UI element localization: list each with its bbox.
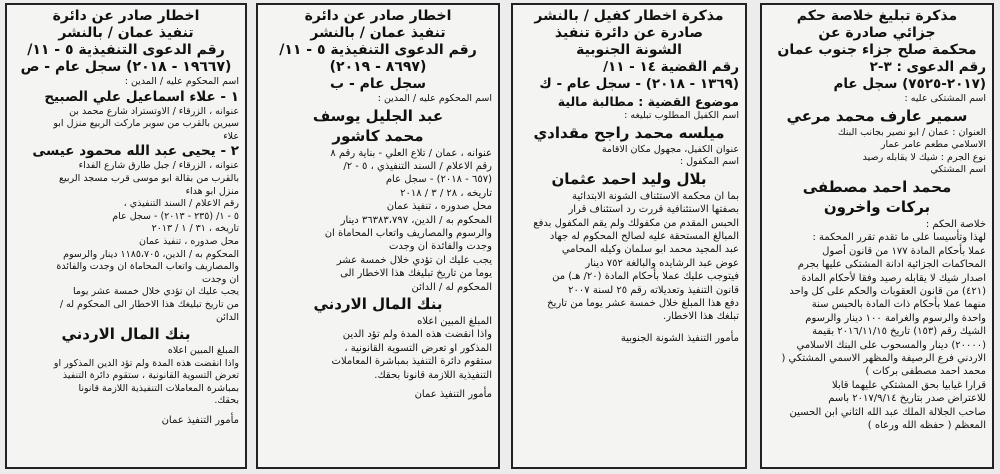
notice-line: عنوانه ، الزرقاء / الاوتستراد شارع محمد بن xyxy=(69,105,239,117)
notice-line: علاء xyxy=(223,130,239,142)
body-line: بما ان محكمة الاستئناف الشونة الابتدائية xyxy=(572,190,739,202)
case-registry: (١٩٦٦٧ - ٢٠١٨) سجل عام - ص xyxy=(20,59,232,75)
notice-title-line: اخطار صادر عن دائرة xyxy=(304,8,452,24)
debtor-label: اسم المحكوم عليه / المدين : xyxy=(377,93,492,104)
debtor-name-2: محمد كاشور xyxy=(332,126,424,145)
body-line: عوض عبد الرشايده والبالغة ٧٥٢ دينار xyxy=(585,257,739,269)
body-line: المحاكمات الجزائية ادانة المشتكى عليها بجرم xyxy=(797,259,986,271)
body-line: ستقوم دائرة التنفيذ بمباشرة المعاملات xyxy=(331,356,492,368)
notice-execution-2 xyxy=(5,3,247,469)
body-line: المبالغ المستحقة عليه لصالح المحكوم له جهاد xyxy=(549,231,739,242)
body-line: (٢٠٠٠٠) دينار والمسحوب على البنك الاسلامي xyxy=(796,339,986,351)
body-line: بصفتها الاستئنافية قررت رد استئناف قرار xyxy=(568,204,739,216)
body-line: لهذا وتأسيسا على ما تقدم تقرر المحكمة : xyxy=(812,232,986,244)
notice-title-line: تنفيذ عمان / بالنشر xyxy=(58,25,194,41)
body-line: خلاصة الحكم : xyxy=(925,218,986,230)
signature: مأمور التنفيذ عمان xyxy=(161,415,239,427)
body-line: محل صدوره ، تنفيذ عمان xyxy=(139,235,239,247)
complainant-name-2: بركات واخرون xyxy=(823,197,931,216)
body-line: وجدت والفائدة ان وجدت xyxy=(388,241,492,253)
notice-line: الاسلامي مطعم عامر عمار xyxy=(880,139,986,151)
notice-title-line: محكمة صلح جزاء جنوب عمان xyxy=(777,42,977,58)
body-line: الاردني فرع الرصيفة والمظهر الاسمي المشتكي ( xyxy=(781,353,986,365)
body-line: ان وجدت xyxy=(201,273,239,285)
case-number: رقم الدعوى : ٣-٢ xyxy=(869,59,986,75)
body-line: محمد احمد مصطفى بركات ) xyxy=(865,366,986,378)
body-line: اصدار شيك لا يقابله رصيد وفقا لأحكام المادة xyxy=(801,272,986,284)
notice-title-line: مذكرة تبليغ خلاصة حكم xyxy=(796,8,958,24)
notice-title-line: رقم الدعوى التنفيذية ٥ - ١١/ xyxy=(27,42,225,58)
body-line: (٤٢١) من قانون العقوبات والحكم على كل واحد xyxy=(789,286,986,297)
signature: مأمور التنفيذ عمان xyxy=(414,389,492,401)
body-line: تبلغك هذا الاخطار. xyxy=(663,311,739,323)
debtor-name-2: ٢ - يحيى عبد الله محمود عيسى xyxy=(32,143,239,160)
body-line: ٥ - ١/ (٢٣٥ - ٢٠١٣) - سجل عام xyxy=(112,210,239,222)
notice-line: عنوان الكفيل، مجهول مكان الاقامة xyxy=(601,143,739,155)
body-line: المذكور او تعرض التسوية القانونية ، xyxy=(344,342,492,354)
notice-line: عنوانه ، الزرقاء / جبل طارق شارع الفداء xyxy=(78,160,239,172)
notice-guarantor xyxy=(511,3,747,469)
body-line: يوما من تاريخ تبليغك هذا الاخطار الى xyxy=(340,268,492,280)
debtor-name: عبد الجليل يوسف xyxy=(312,106,444,125)
creditor-name: بنك المال الاردني xyxy=(61,325,191,344)
notice-title-line: صادرة عن دائرة تنفيذ xyxy=(554,25,704,41)
case-registry: (١٣٦٩ - ٢٠١٨) - سجل عام - ك xyxy=(539,76,739,92)
body-line: يجب عليك ان تؤدي خلال خمسة عشر يوما xyxy=(72,286,239,298)
complainant-name: محمد احمد مصطفى xyxy=(802,177,952,196)
notice-line: اسم المكفول : xyxy=(679,156,739,168)
body-line: دفع هذا المبلغ خلال خمسة عشر يوما من تاريخ xyxy=(547,298,739,310)
body-line: من تاريخ تبليغك هذا الاخطار الى المحكوم له / xyxy=(59,298,239,310)
body-line: المبلغ المبين اعلاه xyxy=(167,345,239,357)
notice-line: بالقرب من بقالة ابو موسى قرب مسجد الربيع xyxy=(58,172,239,184)
creditor-name: بنك المال الاردني xyxy=(313,295,443,314)
body-line: محل صدوره ، تنفيذ عمان xyxy=(386,201,492,213)
body-line: والمصاريف واتعاب المحاماة ان وجدت والفائدة xyxy=(56,261,239,273)
case-number: رقم القضية ١٤ - ١١/ xyxy=(603,59,739,75)
case-registry: (٢٠١٧-٧٥٢٥) سجل عام xyxy=(833,76,986,92)
body-line: المعظم ( حفظه الله ورعاه ) xyxy=(867,420,986,432)
body-line: قرارا غيابيا بحق المشتكي عليهما قابلا xyxy=(831,379,986,391)
body-line: فيتوجب عليك عملا بأحكام المادة (٢٠/ هـ) من xyxy=(552,271,739,283)
notice-line: العنوان : عمان / ابو نصير بجانب البنك xyxy=(837,126,986,138)
notice-judgment-summary xyxy=(760,3,994,469)
notice-line: اسم المشتكي xyxy=(930,164,986,176)
body-line: تاريخه ، ٣١ / ١ / ٢٠١٣ xyxy=(151,223,239,235)
body-line: قانون التنفيذ وتعديلاته رقم ٢٥ لسنة ٢٠٠٧ xyxy=(568,284,739,296)
body-line: يجب عليك ان تؤدي خلال خمسة عشر xyxy=(336,254,492,266)
body-line: تاريخه ، ٢٨ / ٣ / ٢٠١٨ xyxy=(400,187,492,199)
defendant-label: اسم المشتكى عليه : xyxy=(904,93,986,104)
body-line: الدائن xyxy=(215,311,239,323)
notice-execution-1 xyxy=(256,3,500,469)
notice-title-line: الشونة الجنوبية xyxy=(576,42,682,58)
body-line: بمباشرة المعاملات التنفيذية اللازمة قانونا xyxy=(78,382,239,394)
body-line: للاعتراض صدر بتاريخ ٢٠١٧/٩/١٤ باسم xyxy=(828,393,986,405)
signature: مأمور التنفيذ الشونة الجنوبية xyxy=(620,332,739,344)
body-line: عنوانه ، عمان / تلاع العلي - بناية رقم ٨ xyxy=(330,147,492,159)
debtor-label: اسم المحكوم عليه / المدين : xyxy=(124,76,239,87)
notice-line: سيرين بالقرب من سوبر ماركت الربيع منزل ابو xyxy=(53,118,239,130)
notice-title-line: اخطار صادر عن دائرة xyxy=(52,8,200,24)
body-line: المحكوم له / الدائن xyxy=(411,281,492,293)
notice-line: نوع الجرم : شيك لا يقابله رصيد xyxy=(862,151,986,163)
guarantor-name: ميلسه محمد راجح مقدادي xyxy=(533,123,725,142)
body-line: المحكوم به / الدين، ١١٨٥،٧٠٥ دينار والرسوم xyxy=(63,248,239,260)
body-line: المبلغ المبين اعلاه xyxy=(417,316,492,328)
body-line: عملا بأحكام المادة ١٧٧ من قانون أصول xyxy=(822,245,986,257)
case-number: (٨٦٩٧ - ٢٠١٩) xyxy=(329,59,427,75)
notice-title-line: مذكرة اخطار كفيل / بالنشر xyxy=(534,8,724,24)
body-line: واذا انقضت هذه المدة ولم تؤد الدين xyxy=(342,329,492,341)
body-line: منهما عملا بأحكام ذات المادة بالحبس سنة xyxy=(811,299,986,311)
body-line: بحقك. xyxy=(214,395,239,407)
body-line: تعرض التسوية القانونية ، ستقوم دائرة التنفيذ xyxy=(62,370,239,382)
debtor-name-1: ١ - علاء اسماعيل علي الصبيح xyxy=(44,88,239,105)
body-line: صاحب الجلالة الملك عبد الله الثاني ابن الحسين xyxy=(789,406,986,418)
body-line: عبد المجيد محمد ابو سلمان وكيله المحامي xyxy=(561,244,739,256)
notice-title-line: رقم الدعوى التنفيذية ٥ - ١١/ xyxy=(279,42,477,58)
body-line: الحبس المقدم من مكفولك ولم يقم المكفول بدفع xyxy=(533,217,739,229)
body-line: الشيك رقم (١٥٣) تاريخ ٢٠١٦/١١/١٥ بقيمة xyxy=(812,326,986,338)
case-subject: موضوع القضية : مطالبة مالية xyxy=(557,94,739,109)
case-registry: سجل عام - ب xyxy=(330,76,426,92)
notice-title-line: جزائي صادرة عن xyxy=(818,25,936,41)
body-line: رقم الاعلام / السند التنفيذي ، ٥ - ٢/ xyxy=(343,161,492,172)
guarantor-label: اسم الكفيل المطلوب تبليغه : xyxy=(624,110,739,121)
debtor-name: بلال وليد احمد عثمان xyxy=(551,169,707,188)
body-line: التنفيذية اللازمة قانونا بحقك. xyxy=(374,369,492,381)
notice-title-line: تنفيذ عمان / بالنشر xyxy=(310,25,446,41)
body-line: (٦٥٧ - ٢٠١٨) - سجل عام xyxy=(385,174,492,186)
notice-line: منزل ابو هداء xyxy=(185,185,239,197)
body-line: واذا انقضت هذه المدة ولم تؤد الدين المذكور او xyxy=(53,357,239,369)
body-line: المحكوم به / الدين، ٣٦٣٨٣،٧٩٧ دينار xyxy=(340,214,492,226)
body-line: والرسوم والمصاريف واتعاب المحاماة ان xyxy=(324,228,492,240)
body-line: واحدة والرسوم والغرامة ١٠٠ دينار والرسوم xyxy=(805,312,986,324)
defendant-name: سمير عارف محمد مرعي xyxy=(786,106,968,125)
body-line: رقم الاعلام / السند التنفيذي ، xyxy=(123,198,239,210)
